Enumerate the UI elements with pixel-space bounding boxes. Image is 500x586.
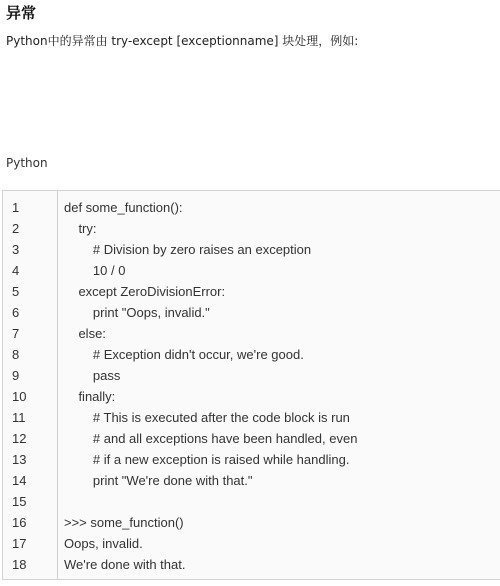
- line-number: 9: [12, 368, 20, 383]
- code-text: finally:: [64, 389, 116, 404]
- line-number: 10: [12, 389, 27, 404]
- code-line: [3, 470, 357, 491]
- code-line: [3, 533, 357, 554]
- code-text: # Exception didn't occur, we're good.: [64, 347, 304, 362]
- code-text: # and all exceptions have been handled, even: [64, 431, 358, 446]
- code-line: [3, 407, 357, 428]
- code-line: [3, 197, 357, 218]
- code-line: [3, 491, 357, 512]
- line-number: 4: [12, 263, 20, 278]
- code-line: [3, 512, 357, 533]
- code-line: [3, 449, 357, 470]
- line-number: 3: [12, 242, 20, 257]
- line-number: 17: [12, 536, 27, 551]
- line-number: 6: [12, 305, 20, 320]
- line-number: 1: [12, 200, 20, 215]
- code-text: # if a new exception is raised while handling.: [64, 452, 350, 467]
- code-text: # Division by zero raises an exception: [64, 242, 312, 257]
- code-text: 10 / 0: [64, 263, 126, 278]
- code-line: [3, 344, 357, 365]
- code-line: [3, 323, 357, 344]
- code-line: [3, 218, 357, 239]
- code-text: pass: [64, 368, 121, 383]
- line-number: 11: [12, 410, 26, 425]
- code-text: try:: [64, 221, 97, 236]
- code-line: [3, 239, 357, 260]
- code-line: [3, 281, 357, 302]
- code-text: Oops, invalid.: [64, 536, 143, 551]
- line-number: 18: [12, 557, 27, 572]
- code-text: else:: [64, 326, 106, 341]
- code-line: [3, 428, 357, 449]
- line-number: 15: [12, 494, 27, 509]
- line-number: 2: [12, 221, 20, 236]
- code-text: def some_function():: [64, 200, 183, 215]
- code-text: [57, 491, 357, 512]
- code-text: We're done with that.: [64, 557, 186, 572]
- code-line: [3, 302, 357, 323]
- intro-paragraph: Python中的异常由 try-except [exceptionname] 块处理，例如:: [6, 34, 359, 48]
- section-heading: 异常: [6, 4, 37, 22]
- code-line: [3, 365, 357, 386]
- line-number: 16: [12, 515, 27, 530]
- code-language-label: Python: [6, 156, 48, 170]
- code-block[interactable]: [2, 190, 500, 580]
- code-text: except ZeroDivisionError:: [64, 284, 226, 299]
- code-lines: [3, 197, 357, 575]
- code-text: # This is executed after the code block is run: [64, 410, 350, 425]
- code-table: [3, 197, 357, 575]
- line-number: 5: [12, 284, 20, 299]
- code-text: >>> some_function(): [64, 515, 184, 530]
- code-text: print "We're done with that.": [64, 473, 253, 488]
- code-line: [3, 386, 357, 407]
- code-text: print "Oops, invalid.": [64, 305, 210, 320]
- code-line: [3, 554, 357, 575]
- line-number: 13: [12, 452, 27, 467]
- line-number: 14: [12, 473, 27, 488]
- code-line: [3, 260, 357, 281]
- line-number: 12: [12, 431, 27, 446]
- line-number: 7: [12, 326, 20, 341]
- line-number: 8: [12, 347, 20, 362]
